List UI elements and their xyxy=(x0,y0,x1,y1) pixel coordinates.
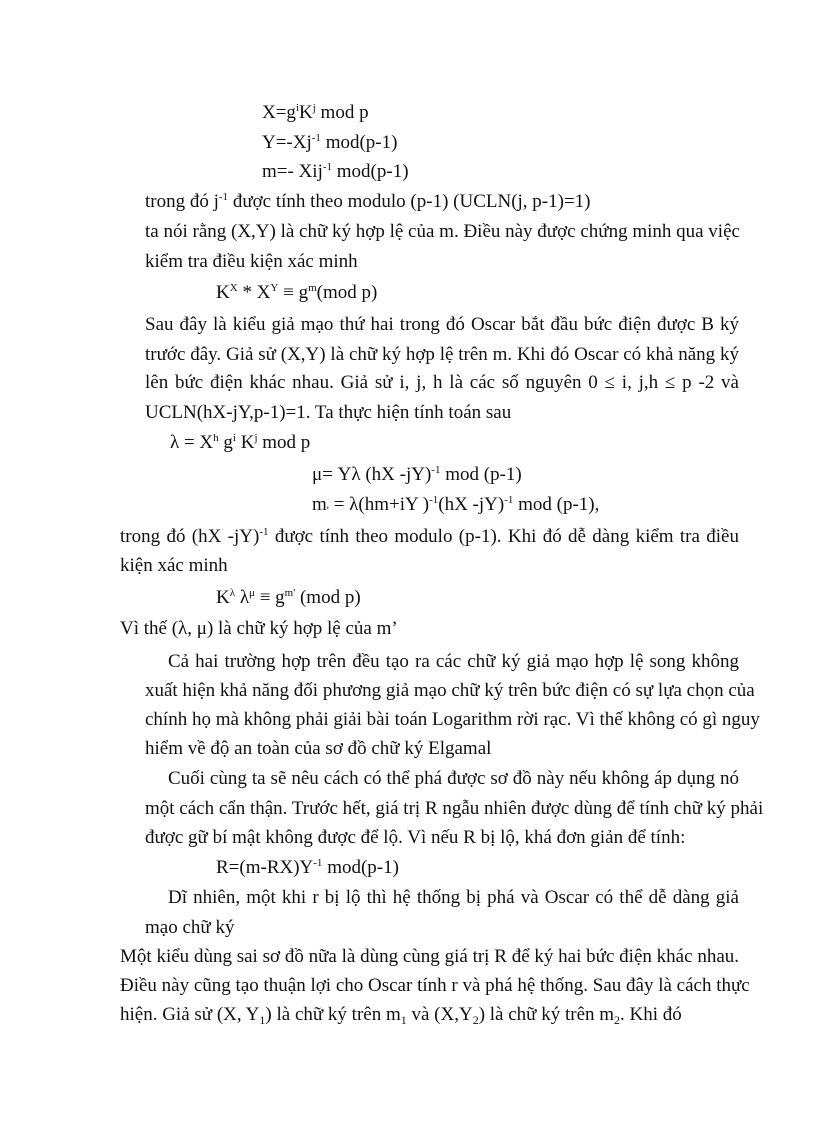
conclusion-line: Vì thế (λ, μ) là chữ ký hợp lệ của m’ xyxy=(120,618,398,639)
para-2-line-3: lên bức điện khác nhau. Giả sử i, j, h là các số nguyên 0 ≤ i, j,h ≤ p -2 và xyxy=(145,372,739,393)
para-1-line-2: kiểm tra điều kiện xác minh xyxy=(145,251,358,272)
para-6-line-2: mạo chữ ký xyxy=(145,917,235,938)
para-2-line-2: trước đây. Giả sử (X,Y) là chữ ký hợp lệ trên m. Khi đó Oscar có khả năng ký xyxy=(145,344,739,365)
para-4-line-3: chính họ mà không phải giải bài toán Logarithm rời rạc. Vì thế không có gì nguy xyxy=(145,709,760,730)
para-2-line-1: Sau đây là kiểu giả mạo thứ hai trong đó Oscar bắt đầu bức điện được B ký xyxy=(145,314,739,335)
para-4-line-4: hiểm về độ an toàn của sơ đồ chữ ký Elgamal xyxy=(145,738,492,759)
para-3-line-2: kiện xác minh xyxy=(120,555,228,576)
para-6-line-1: Dĩ nhiên, một khi r bị lộ thì hệ thống bị phá và Oscar có thể dễ dàng giả xyxy=(168,887,739,908)
verification-formula-1: $K^X * X^Y \equiv g^m(mod$ p) xyxy=(216,282,378,303)
note-modulo: trong đó $j^{-1}$ được tính theo modulo (p-1) (UCLN(j, p-1)=1) xyxy=(145,191,591,212)
formula-mu: μ= Yλ (hX -jY)$^{-1}$ mod (p-1) xyxy=(312,464,522,485)
para-4-line-1: Cả hai trường hợp trên đều tạo ra các chữ ký giả mạo hợp lệ song không xyxy=(168,651,739,672)
para-5-line-3: được gữ bí mật không được để lộ. Vì nếu R bị lộ, khá đơn giản để tính: xyxy=(145,827,686,848)
para-7-line-1: Một kiểu dùng sai sơ đồ nữa là dùng cùng giá trị R để ký hai bức điện khác nhau. xyxy=(120,946,739,967)
formula-r: $R=(m-RX)Y^{-1}$ mod(p-1) xyxy=(216,857,399,878)
formula-y: $Y=-Xj^{-1}$ mod(p-1) xyxy=(262,132,398,153)
para-1-line-1: ta nói rằng (X,Y) là chữ ký hợp lệ của m. Điều này được chứng minh qua việc xyxy=(145,221,740,242)
formula-x: $X=g^iK^j$ mod p xyxy=(262,102,369,123)
para-5-line-2: một cách cẩn thận. Trước hết, giá trị R ngẫu nhiên được dùng để tính chữ ký phải xyxy=(145,798,764,819)
para-2-line-4: UCLN(hX-jY,p-1)=1. Ta thực hiện tính toán sau xyxy=(145,402,512,423)
formula-lambda: $\lambda = X^h$ $g^i$ $K^j$ mod p xyxy=(170,432,311,453)
para-5-line-1: Cuối cùng ta sẽ nêu cách có thể phá được sơ đồ này nếu không áp dụng nó xyxy=(168,768,739,789)
para-7-line-2: Điều này cũng tạo thuận lợi cho Oscar tính r và phá hệ thống. Sau đây là cách thực xyxy=(120,975,750,996)
para-4-line-2: xuất hiện khả năng đối phương giả mạo chữ ký trên bức điện có sự lựa chọn của xyxy=(145,680,755,701)
verification-formula-2: $K^\lambda$ $\lambda^\mu \equiv g^{m'}$ (mod p) xyxy=(216,587,361,608)
para-7-line-3: hiện. Giả sử (X, $Y_1$) là chữ ký trên $m_1$ và $(X,Y_2)$ là chữ ký trên $m_2$. Khi đó xyxy=(120,1004,682,1027)
formula-m-prime: $m' = \lambda(hm+iY$ )$^{-1}$(hX -jY)$^{-1}$ mod (p-1), xyxy=(312,494,600,517)
para-3-line-1: trong đó (hX -jY)$^{-1}$ được tính theo modulo (p-1). Khi đó dễ dàng kiểm tra điều xyxy=(120,526,739,547)
formula-m: m=- Xij$^{-1}$ mod(p-1) xyxy=(262,161,409,182)
